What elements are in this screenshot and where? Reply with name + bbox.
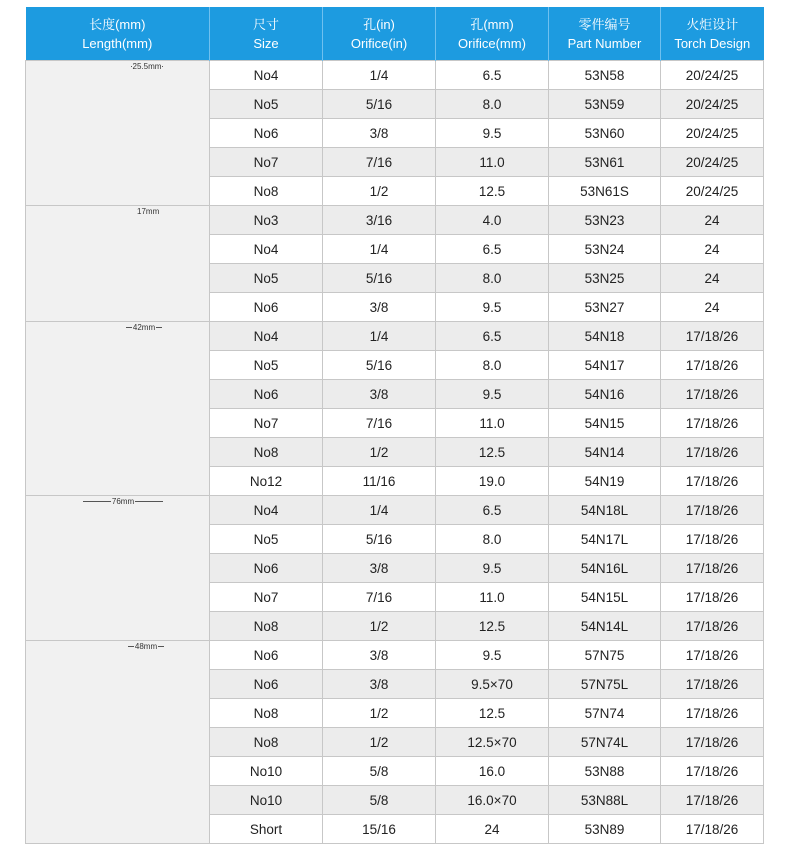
table-row: [26, 496, 764, 525]
orifice-in-cell: 3/16: [323, 206, 436, 235]
torch-design-cell: 17/18/26: [661, 554, 764, 583]
nozzle-image-group: [26, 206, 209, 321]
length-dimension-label: 76mm: [111, 497, 135, 506]
orifice-mm-cell: 12.5×70: [436, 728, 549, 757]
length-dimension-label: 48mm: [134, 642, 158, 651]
size-cell: No8: [210, 612, 323, 641]
orifice-mm-cell: 9.5: [436, 380, 549, 409]
torch-design-cell: 17/18/26: [661, 322, 764, 351]
header-part-number: 零件编号 Part Number: [549, 7, 661, 61]
part-number-cell: 57N75L: [549, 670, 661, 699]
orifice-mm-cell: 12.5: [436, 177, 549, 206]
part-number-cell: 54N18L: [549, 496, 661, 525]
torch-design-cell: 17/18/26: [661, 699, 764, 728]
orifice-in-cell: 5/16: [323, 525, 436, 554]
torch-design-cell: 17/18/26: [661, 786, 764, 815]
torch-design-cell: 20/24/25: [661, 148, 764, 177]
torch-design-cell: 24: [661, 235, 764, 264]
table-body: [26, 61, 764, 844]
table-row: [26, 61, 764, 90]
orifice-in-cell: 7/16: [323, 409, 436, 438]
table-row: [26, 641, 764, 670]
orifice-mm-cell: 12.5: [436, 612, 549, 641]
orifice-in-cell: 1/2: [323, 177, 436, 206]
orifice-in-cell: 1/2: [323, 612, 436, 641]
length-dimension-label: 25.5mm: [132, 62, 162, 71]
orifice-mm-cell: 12.5: [436, 438, 549, 467]
nozzle-image-group: [26, 496, 209, 640]
part-number-cell: 53N88: [549, 757, 661, 786]
torch-design-cell: 17/18/26: [661, 467, 764, 496]
length-image-cell: [26, 322, 210, 496]
orifice-in-cell: 7/16: [323, 583, 436, 612]
size-cell: No7: [210, 409, 323, 438]
size-cell: No12: [210, 467, 323, 496]
orifice-in-cell: 1/2: [323, 699, 436, 728]
size-cell: No3: [210, 206, 323, 235]
table-row: [26, 206, 764, 235]
part-number-cell: 53N25: [549, 264, 661, 293]
orifice-in-cell: 1/2: [323, 438, 436, 467]
size-cell: No5: [210, 525, 323, 554]
size-cell: Short: [210, 815, 323, 844]
orifice-in-cell: 5/16: [323, 351, 436, 380]
orifice-mm-cell: 11.0: [436, 148, 549, 177]
torch-design-cell: 17/18/26: [661, 757, 764, 786]
nozzle-image-group: [26, 641, 209, 843]
orifice-in-cell: 1/4: [323, 322, 436, 351]
part-number-cell: 54N19: [549, 467, 661, 496]
orifice-in-cell: 1/4: [323, 496, 436, 525]
length-dimension-label: 42mm: [132, 323, 156, 332]
orifice-in-cell: 3/8: [323, 554, 436, 583]
size-cell: No8: [210, 177, 323, 206]
size-cell: No5: [210, 351, 323, 380]
part-number-cell: 54N17L: [549, 525, 661, 554]
part-number-cell: 54N16: [549, 380, 661, 409]
orifice-mm-cell: 9.5: [436, 554, 549, 583]
orifice-in-cell: 3/8: [323, 293, 436, 322]
length-image-cell: [26, 206, 210, 322]
part-number-cell: 53N59: [549, 90, 661, 119]
torch-design-cell: 17/18/26: [661, 438, 764, 467]
torch-design-cell: 20/24/25: [661, 61, 764, 90]
length-dimension-marker: [136, 207, 160, 216]
orifice-mm-cell: 9.5: [436, 293, 549, 322]
part-number-cell: 54N15L: [549, 583, 661, 612]
torch-design-cell: 24: [661, 293, 764, 322]
nozzle-spec-table: [25, 7, 764, 844]
orifice-in-cell: 5/16: [323, 90, 436, 119]
orifice-mm-cell: 8.0: [436, 525, 549, 554]
orifice-mm-cell: 11.0: [436, 583, 549, 612]
length-dimension-marker: [126, 323, 162, 332]
part-number-cell: 53N58: [549, 61, 661, 90]
part-number-cell: 54N14L: [549, 612, 661, 641]
header-torch-design: 火炬设计 Torch Design: [661, 7, 764, 61]
size-cell: No10: [210, 757, 323, 786]
part-number-cell: 53N23: [549, 206, 661, 235]
torch-design-cell: 17/18/26: [661, 496, 764, 525]
part-number-cell: 57N74L: [549, 728, 661, 757]
size-cell: No10: [210, 786, 323, 815]
header-length: 长度(mm) Length(mm): [26, 7, 210, 61]
size-cell: No5: [210, 90, 323, 119]
torch-design-cell: 17/18/26: [661, 670, 764, 699]
torch-design-cell: 17/18/26: [661, 351, 764, 380]
header-orifice-mm: 孔(mm) Orifice(mm): [436, 7, 549, 61]
spec-table-wrapper: [25, 7, 763, 844]
orifice-in-cell: 3/8: [323, 670, 436, 699]
torch-design-cell: 17/18/26: [661, 815, 764, 844]
torch-design-cell: 17/18/26: [661, 728, 764, 757]
part-number-cell: 54N16L: [549, 554, 661, 583]
part-number-cell: 57N74: [549, 699, 661, 728]
orifice-mm-cell: 9.5: [436, 641, 549, 670]
orifice-in-cell: 1/2: [323, 728, 436, 757]
length-dimension-marker: [83, 497, 163, 506]
orifice-mm-cell: 9.5×70: [436, 670, 549, 699]
torch-design-cell: 20/24/25: [661, 119, 764, 148]
torch-design-cell: 17/18/26: [661, 409, 764, 438]
orifice-mm-cell: 6.5: [436, 322, 549, 351]
size-cell: No4: [210, 235, 323, 264]
orifice-mm-cell: 16.0: [436, 757, 549, 786]
part-number-cell: 54N15: [549, 409, 661, 438]
torch-design-cell: 24: [661, 264, 764, 293]
table-row: [26, 322, 764, 351]
part-number-cell: 53N88L: [549, 786, 661, 815]
torch-design-cell: 17/18/26: [661, 380, 764, 409]
part-number-cell: 53N24: [549, 235, 661, 264]
orifice-mm-cell: 8.0: [436, 264, 549, 293]
orifice-in-cell: 15/16: [323, 815, 436, 844]
size-cell: No8: [210, 728, 323, 757]
part-number-cell: 53N27: [549, 293, 661, 322]
size-cell: No4: [210, 61, 323, 90]
part-number-cell: 57N75: [549, 641, 661, 670]
part-number-cell: 53N61: [549, 148, 661, 177]
orifice-mm-cell: 11.0: [436, 409, 549, 438]
part-number-cell: 53N61S: [549, 177, 661, 206]
size-cell: No8: [210, 699, 323, 728]
torch-design-cell: 17/18/26: [661, 612, 764, 641]
length-dimension-label: 17mm: [137, 207, 160, 216]
orifice-mm-cell: 24: [436, 815, 549, 844]
orifice-in-cell: 5/16: [323, 264, 436, 293]
orifice-in-cell: 5/8: [323, 757, 436, 786]
length-dimension-marker: [131, 62, 163, 71]
orifice-mm-cell: 8.0: [436, 351, 549, 380]
orifice-mm-cell: 6.5: [436, 496, 549, 525]
size-cell: No4: [210, 322, 323, 351]
length-image-cell: [26, 61, 210, 206]
size-cell: No7: [210, 583, 323, 612]
part-number-cell: 54N17: [549, 351, 661, 380]
orifice-in-cell: 11/16: [323, 467, 436, 496]
torch-design-cell: 20/24/25: [661, 177, 764, 206]
orifice-in-cell: 3/8: [323, 119, 436, 148]
torch-design-cell: 17/18/26: [661, 525, 764, 554]
size-cell: No6: [210, 293, 323, 322]
orifice-in-cell: 1/4: [323, 235, 436, 264]
header-size: 尺寸 Size: [210, 7, 323, 61]
table-header: [26, 7, 764, 61]
orifice-in-cell: 3/8: [323, 641, 436, 670]
torch-design-cell: 17/18/26: [661, 641, 764, 670]
size-cell: No6: [210, 670, 323, 699]
length-image-cell: [26, 496, 210, 641]
orifice-mm-cell: 6.5: [436, 235, 549, 264]
torch-design-cell: 20/24/25: [661, 90, 764, 119]
orifice-in-cell: 5/8: [323, 786, 436, 815]
orifice-in-cell: 3/8: [323, 380, 436, 409]
torch-design-cell: 17/18/26: [661, 583, 764, 612]
size-cell: No8: [210, 438, 323, 467]
size-cell: No5: [210, 264, 323, 293]
orifice-mm-cell: 8.0: [436, 90, 549, 119]
size-cell: No4: [210, 496, 323, 525]
size-cell: No6: [210, 554, 323, 583]
orifice-mm-cell: 19.0: [436, 467, 549, 496]
length-image-cell: [26, 641, 210, 844]
part-number-cell: 53N60: [549, 119, 661, 148]
nozzle-image-group: [26, 322, 209, 495]
length-dimension-marker: [128, 642, 164, 651]
orifice-mm-cell: 16.0×70: [436, 786, 549, 815]
orifice-in-cell: 1/4: [323, 61, 436, 90]
part-number-cell: 53N89: [549, 815, 661, 844]
orifice-in-cell: 7/16: [323, 148, 436, 177]
nozzle-image-group: [26, 61, 209, 205]
orifice-mm-cell: 9.5: [436, 119, 549, 148]
part-number-cell: 54N14: [549, 438, 661, 467]
header-orifice-in: 孔(in) Orifice(in): [323, 7, 436, 61]
torch-design-cell: 24: [661, 206, 764, 235]
size-cell: No7: [210, 148, 323, 177]
part-number-cell: 54N18: [549, 322, 661, 351]
orifice-mm-cell: 4.0: [436, 206, 549, 235]
size-cell: No6: [210, 119, 323, 148]
orifice-mm-cell: 6.5: [436, 61, 549, 90]
orifice-mm-cell: 12.5: [436, 699, 549, 728]
size-cell: No6: [210, 641, 323, 670]
size-cell: No6: [210, 380, 323, 409]
